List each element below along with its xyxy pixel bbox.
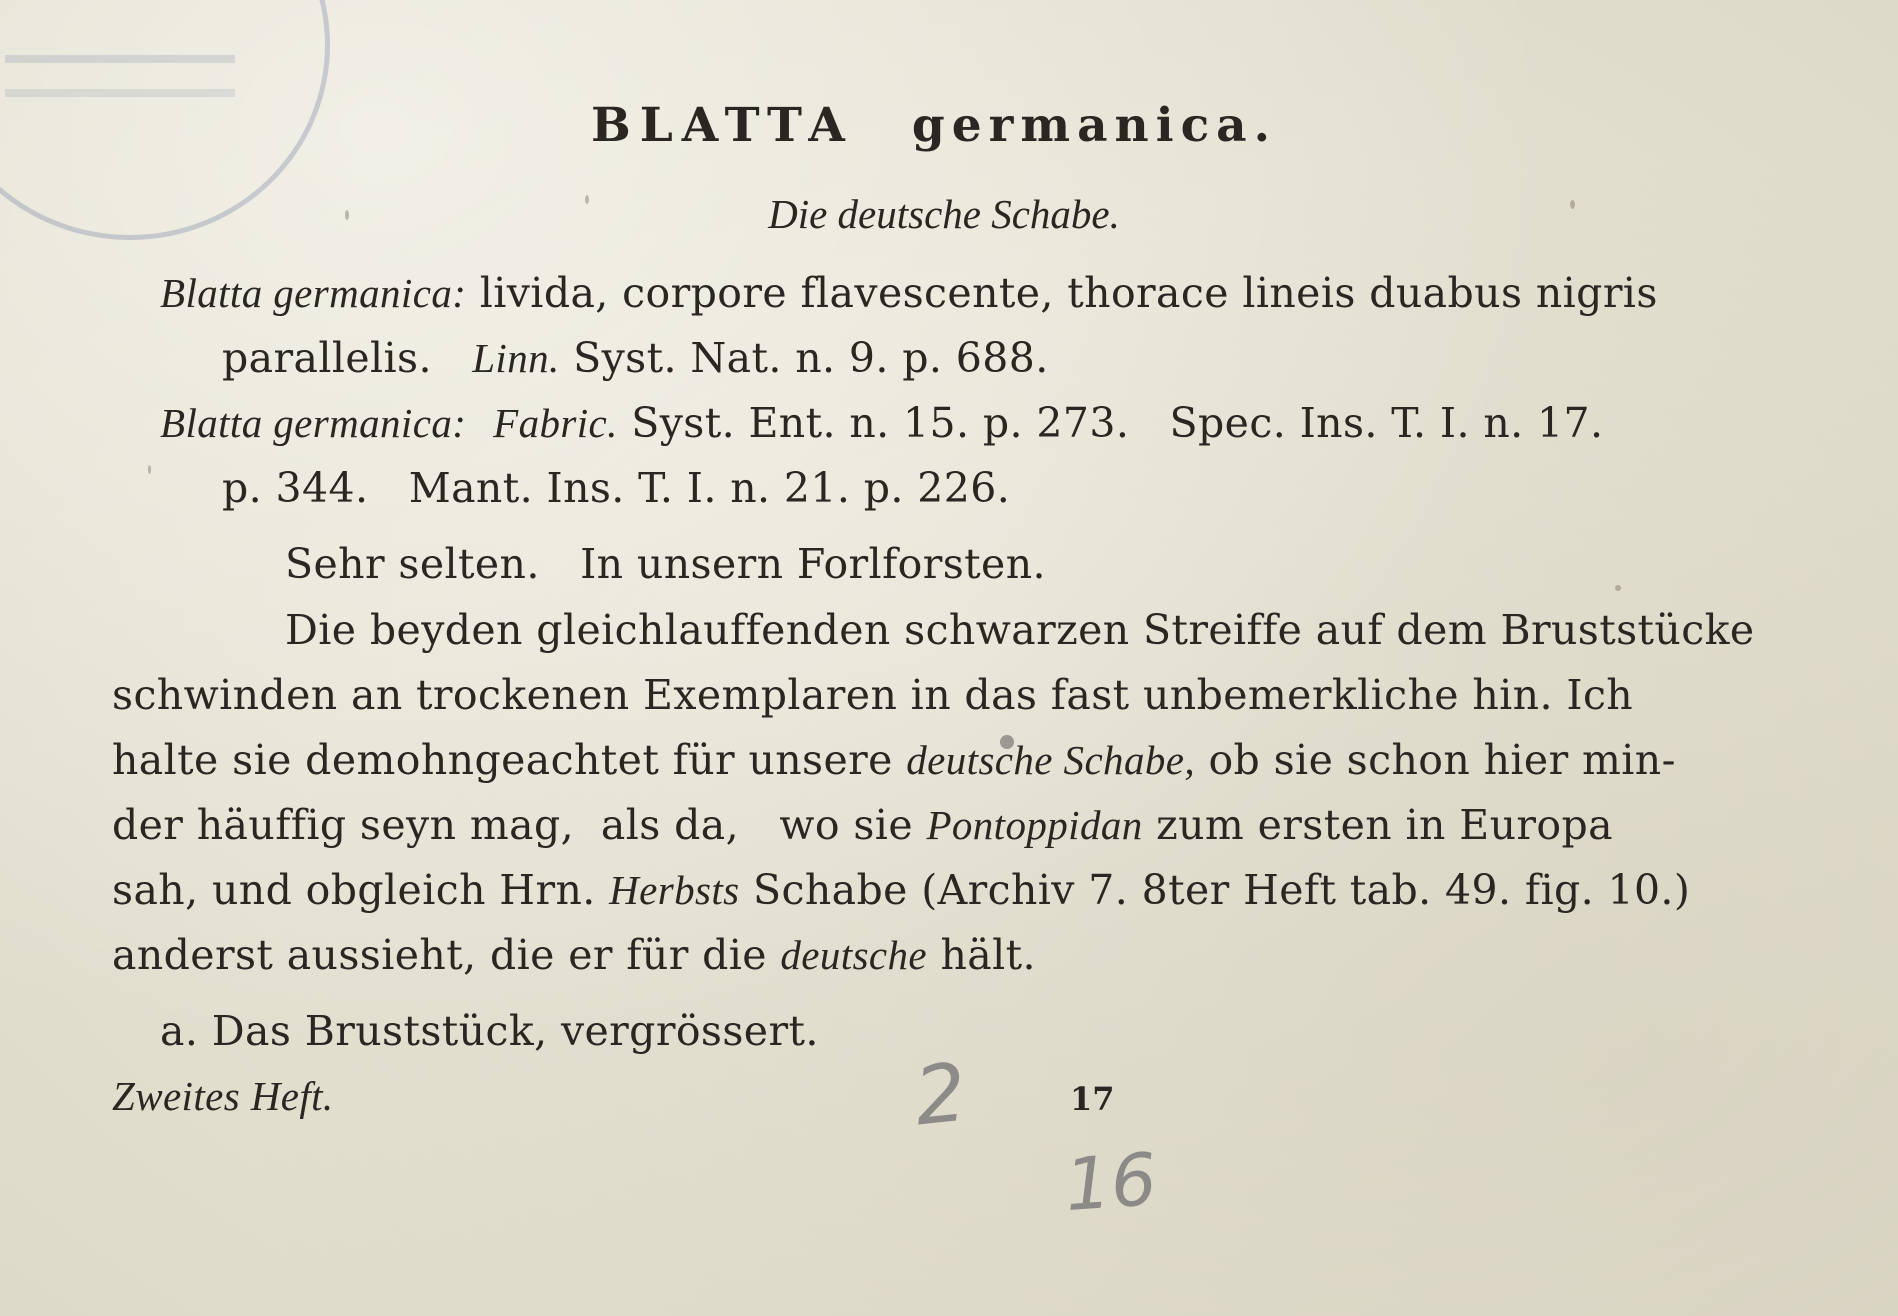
citation-1-author: Linn.: [472, 335, 560, 381]
citation-2-line-2: p. 344. Mant. Ins. T. I. n. 21. p. 226.: [222, 464, 1011, 512]
paragraph-line-2: schwinden an trockenen Exemplaren in das fast unbemerkliche hin. Ich: [112, 671, 1634, 719]
occurrence-note: Sehr selten. In unsern Forlforsten.: [285, 540, 1046, 588]
paper-speck: [1615, 585, 1621, 591]
paragraph-line-3: halte sie demohngeachtet für unsere deutsche Schabe, ob sie schon hier min-: [112, 736, 1676, 784]
citation-2-author: Fabric.: [493, 400, 618, 446]
title-genus: BLATTA: [590, 98, 854, 153]
page-number: 17: [1070, 1080, 1115, 1118]
paragraph-line-1: Die beyden gleichlauffenden schwarzen Streiffe auf dem Bruststücke: [285, 606, 1755, 654]
signature-mark: Zweites Heft.: [112, 1073, 334, 1119]
citation-1-description: livida, corpore flavescente, thorace lineis duabus nigris: [479, 269, 1658, 317]
citation-2-line-1: Blatta germanica: Fabric. Syst. Ent. n. 15. p. 273. Spec. Ins. T. I. n. 17.: [160, 399, 1604, 447]
paragraph-line-6: anderst aussieht, die er für die deutsche hält.: [112, 931, 1036, 979]
citation-2-label: Blatta germanica:: [160, 400, 467, 446]
handwritten-note-1: 2: [910, 1045, 971, 1144]
paper-speck: [148, 465, 151, 474]
citation-1-line-2: parallelis. Linn. Syst. Nat. n. 9. p. 688.: [222, 334, 1049, 382]
figure-legend: a. Das Bruststück, vergrössert.: [160, 1007, 819, 1055]
citation-1-line-1: [160, 267, 1658, 319]
page-title: [0, 98, 1883, 153]
paragraph-line-4: der häuffig seyn mag, als da, wo sie Pontoppidan zum ersten in Europa: [112, 801, 1613, 849]
page-subtitle: Die deutsche Schabe.: [768, 191, 1120, 237]
handwritten-note-2: 16: [1062, 1136, 1160, 1228]
paragraph-line-5: sah, und obgleich Hrn. Herbsts Schabe (Archiv 7. 8ter Heft tab. 49. fig. 10.): [112, 866, 1691, 914]
citation-1-label: Blatta germanica:: [160, 270, 467, 316]
title-species: germanica.: [911, 98, 1278, 153]
